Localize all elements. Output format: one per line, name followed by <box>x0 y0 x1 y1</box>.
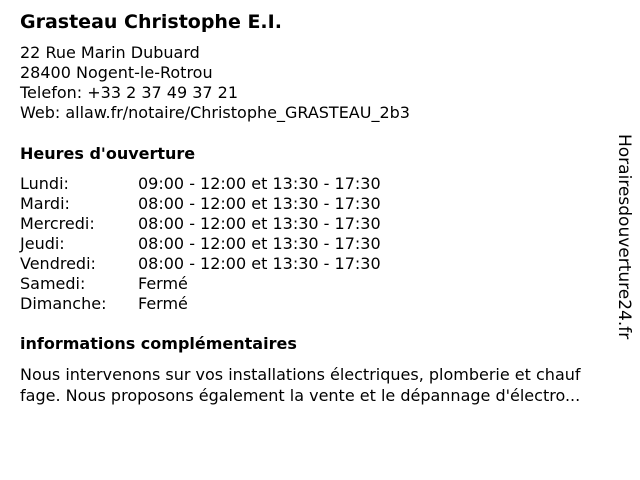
day-label: Lundi: <box>20 174 69 193</box>
site-watermark: Horairesdouverture24.fr <box>614 134 634 340</box>
day-label: Vendredi: <box>20 254 96 273</box>
day-hours: Fermé <box>138 274 188 293</box>
day-label: Jeudi: <box>20 234 65 253</box>
business-name: Grasteau Christophe E.I. <box>20 11 282 33</box>
day-label: Mercredi: <box>20 214 95 233</box>
day-hours: 08:00 - 12:00 et 13:30 - 17:30 <box>138 214 381 233</box>
info-line-1: Nous intervenons sur vos installations électriques, plomberie et chauf <box>20 365 581 384</box>
hours-heading: Heures d'ouverture <box>20 144 196 163</box>
day-hours: Fermé <box>138 294 188 313</box>
info-description <box>20 364 628 406</box>
day-hours: 08:00 - 12:00 et 13:30 - 17:30 <box>138 254 381 273</box>
street-address: 22 Rue Marin Dubuard <box>20 43 200 62</box>
city-postal: 28400 Nogent-le-Rotrou <box>20 63 213 82</box>
day-hours: 08:00 - 12:00 et 13:30 - 17:30 <box>138 194 381 213</box>
info-line-2: fage. Nous proposons également la vente et le dépannage d'électro... <box>20 386 581 405</box>
day-label: Samedi: <box>20 274 86 293</box>
day-label: Dimanche: <box>20 294 107 313</box>
day-hours: 09:00 - 12:00 et 13:30 - 17:30 <box>138 174 381 193</box>
phone-number: Telefon: +33 2 37 49 37 21 <box>20 83 239 102</box>
website: Web: allaw.fr/notaire/Christophe_GRASTEAU_2b3 <box>20 103 410 122</box>
address-block <box>20 43 410 123</box>
info-heading: informations complémentaires <box>20 334 297 353</box>
day-label: Mardi: <box>20 194 70 213</box>
day-hours: 08:00 - 12:00 et 13:30 - 17:30 <box>138 234 381 253</box>
